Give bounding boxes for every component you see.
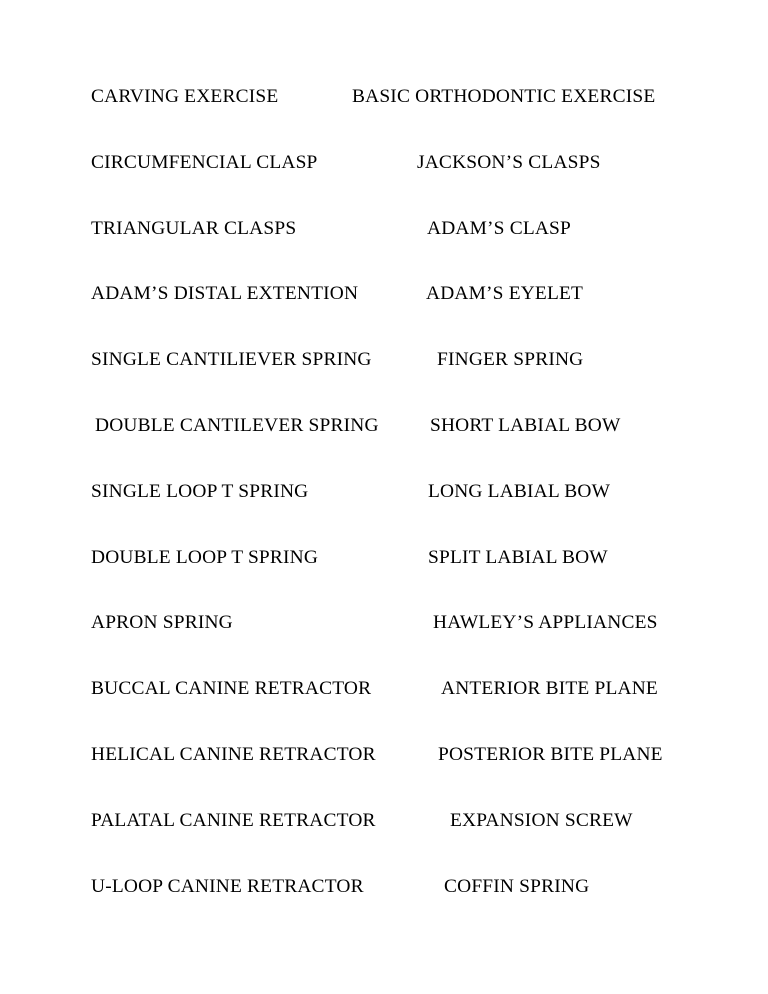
right-column-entry: FINGER SPRING	[437, 349, 584, 371]
right-column-entry: HAWLEY’S APPLIANCES	[433, 612, 658, 634]
list-item	[0, 348, 768, 414]
right-column-entry: SHORT LABIAL BOW	[430, 415, 621, 436]
left-column-entry: TRIANGULAR CLASPS	[91, 217, 297, 239]
left-column-entry: DOUBLE LOOP T SPRING	[91, 546, 319, 568]
list-item	[0, 85, 768, 151]
left-column-entry: PALATAL CANINE RETRACTOR	[91, 809, 376, 831]
left-column-entry: SINGLE LOOP T SPRING	[91, 480, 309, 502]
list-item	[0, 480, 768, 546]
left-column-entry: U-LOOP CANINE RETRACTOR	[91, 875, 364, 897]
left-column-entry: HELICAL CANINE RETRACTOR	[91, 744, 376, 765]
list-item	[0, 282, 768, 348]
list-item	[0, 875, 768, 941]
list-item	[0, 151, 768, 217]
right-column-entry: POSTERIOR BITE PLANE	[438, 744, 663, 765]
list-item	[0, 809, 768, 875]
left-column-entry: APRON SPRING	[91, 612, 233, 634]
list-item	[0, 546, 768, 612]
right-column-entry: ANTERIOR BITE PLANE	[441, 678, 658, 700]
list-item	[0, 217, 768, 283]
right-column-entry: ADAM’S EYELET	[426, 283, 584, 305]
right-column-entry: SPLIT LABIAL BOW	[428, 546, 608, 568]
left-column-entry: CIRCUMFENCIAL CLASP	[91, 151, 318, 173]
left-column-entry: SINGLE CANTILIEVER SPRING	[91, 349, 372, 371]
list-item	[0, 677, 768, 743]
right-column-entry: EXPANSION SCREW	[450, 809, 633, 831]
left-column-entry: ADAM’S DISTAL EXTENTION	[91, 283, 359, 305]
right-column-entry: COFFIN SPRING	[444, 875, 590, 897]
list-item	[0, 414, 768, 480]
right-column-entry: ADAM’S CLASP	[427, 217, 572, 239]
list-item	[0, 611, 768, 677]
list-item	[0, 743, 768, 809]
right-column-entry: LONG LABIAL BOW	[428, 480, 611, 502]
right-column-entry: JACKSON’S CLASPS	[417, 151, 601, 173]
left-column-entry: DOUBLE CANTILEVER SPRING	[95, 415, 379, 436]
right-column-entry: BASIC ORTHODONTIC EXERCISE	[352, 86, 656, 107]
left-column-entry: CARVING EXERCISE	[91, 86, 279, 107]
left-column-entry: BUCCAL CANINE RETRACTOR	[91, 678, 372, 700]
